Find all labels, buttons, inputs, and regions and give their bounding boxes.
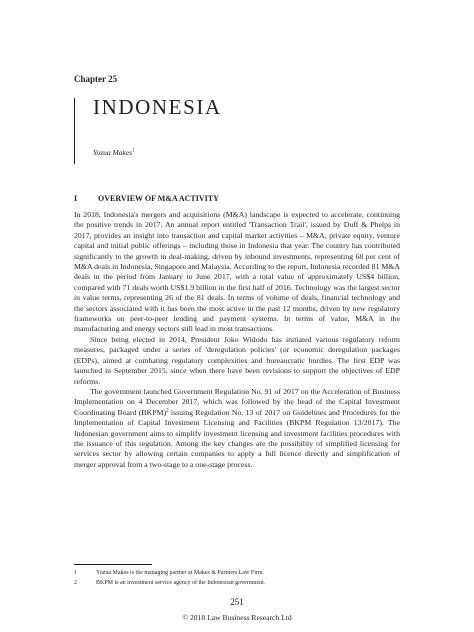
- paragraph-1: [74, 210, 400, 335]
- author-name: Yozua Makes: [93, 148, 133, 157]
- paragraph-text: issuing Regulation No. 13 of 2017 on Guidelines and Procedures for the Implementation of Capital Investment Licensing and Facilities (BKPM Regulation 13/2017). The Indonesian government aims to simplify investment licensing and investment facilities procedures with the issuance of this regulation. Among the key changes are the possibility of simplified licensing for services sector by allowing certain companies to apply a full licence directly and simplification of merger approval from a two-stage to a one-stage process.: [74, 407, 400, 469]
- author-footnote-marker: 1: [132, 148, 135, 154]
- footnotes: [74, 569, 400, 588]
- chapter-title: INDONESIA: [93, 95, 222, 119]
- footnote-number: 1: [74, 570, 77, 576]
- page-number: 251: [230, 597, 244, 607]
- paragraph-3: [74, 387, 400, 470]
- footnote: [74, 569, 400, 579]
- footnote-marker: 2: [166, 408, 169, 414]
- title-vertical-rule: [74, 98, 75, 164]
- footnote-text: BKPM is an investment service agency of the Indonesian government.: [96, 579, 266, 586]
- footnote-number: 2: [74, 579, 77, 586]
- paragraph-text: In 2018, Indonesia's mergers and acquisitions (M&A) landscape is expected to accelerate, continuing the positive trends in 2017. An annual report entitled 'Transaction Trail', issued by Duff & Phelps in 2017, provides an insight into transaction and capital market activities – M&A, private equity, venture capital and initial public offerings – including those in Indonesia that year. The country has contributed significantly to the growth in deal-making, driven by inbound investments, representing 68 per cent of M&A deals in Indonesia, Singapore and Malaysia. According to the report, Indonesia recorded 81 M&A deals in the period from January to June 2017, with a total value of approximately US$4 billion, compared with 71 deals worth US$1.9 billion in the first half of 2016. Technology was the largest sector in value terms, representing 26 of the 81 deals. In terms of volume of deals, financial technology and the sectors associated with it has been the most active in the past 12 months, driven by new regulatory frameworks on peer-to-peer lending and payment systems. In terms of value, M&A in the manufacturing and energy sectors still lead in most transactions.: [74, 210, 400, 334]
- section-title: OVERVIEW OF M&A ACTIVITY: [98, 194, 219, 203]
- section-heading: [74, 194, 219, 203]
- footnote: [74, 579, 400, 589]
- copyright-notice: © 2018 Law Business Research Ltd: [182, 613, 292, 622]
- footnote-divider: [74, 564, 152, 565]
- paragraph-text: Since being elected in 2014, President Joko Widodo has initiated various regulatory reform measures, packaged under a series of 'deregulation policies' (or economic deregulation packages (EDPs), aimed at combating regulatory complexities and bureaucratic hurdles. The first EDP was launched in September 2015, since when there have been revisions to support the objectives of EDP reforms.: [74, 334, 400, 386]
- footnote-text: Yozua Makes is the managing partner at Makes & Partners Law Firm.: [96, 570, 265, 576]
- paragraph-2: [74, 335, 400, 387]
- body-text: [74, 210, 400, 470]
- author-line: [93, 148, 135, 157]
- chapter-label: Chapter 25: [74, 74, 118, 84]
- paragraph-text: The government launched Government Regulation No. 91 of 2017 on the Acceleration of Business Implementation on 4 December 2017, which was followed by the head of the Capital Investment Coordinating Board (BKPM): [74, 386, 400, 417]
- section-number: I: [74, 194, 78, 203]
